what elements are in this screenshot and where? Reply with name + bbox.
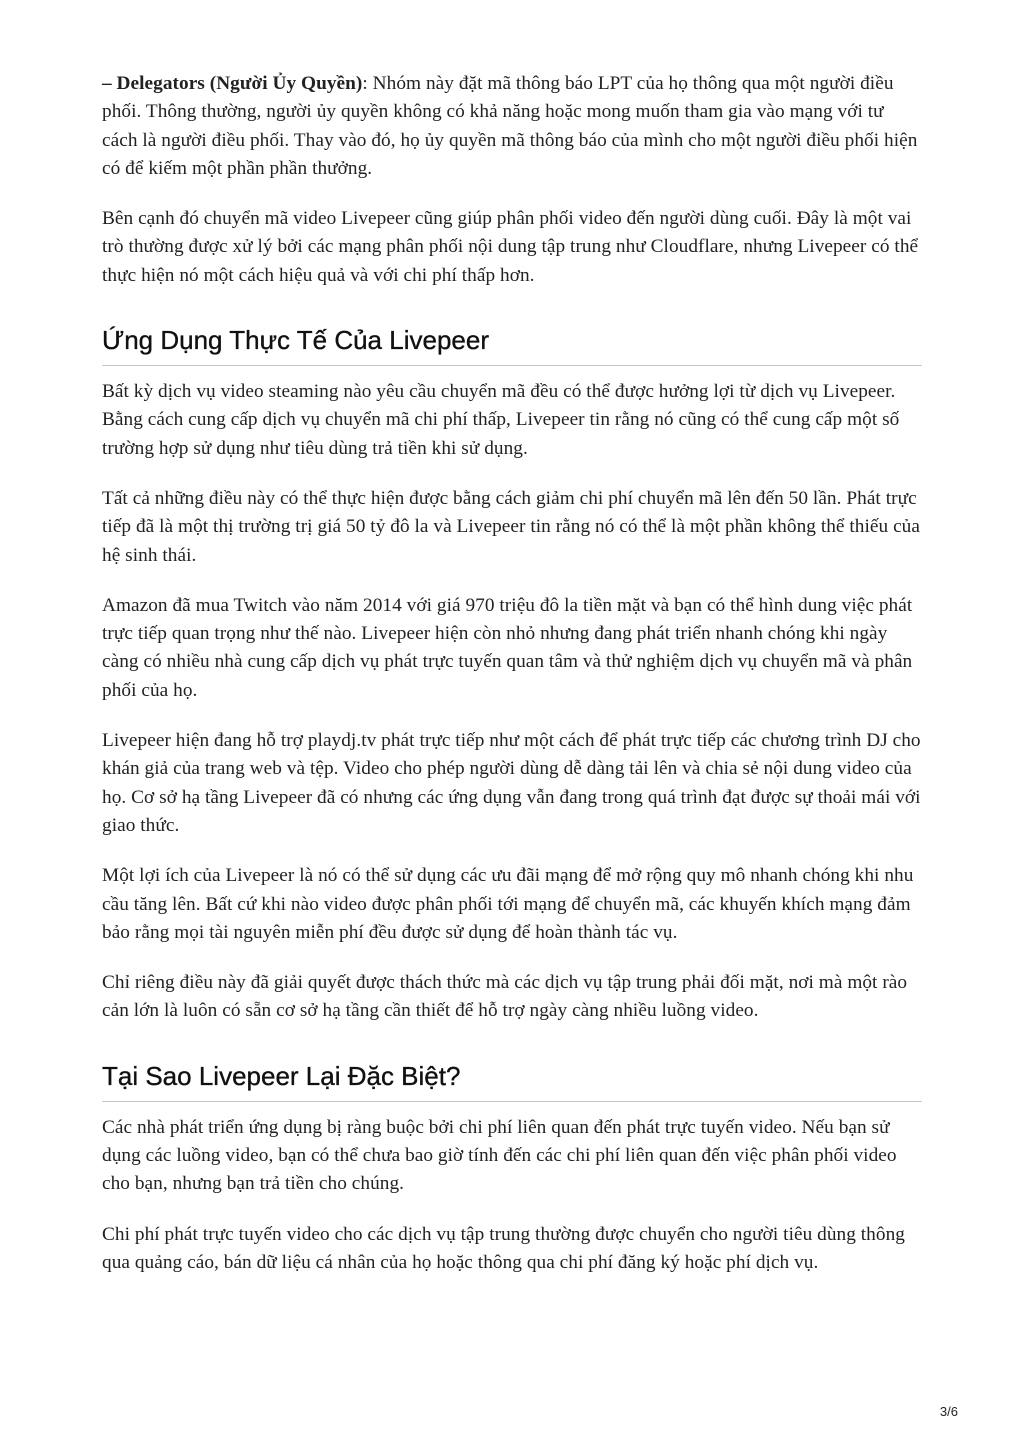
- article-body: [102, 70, 922, 1299]
- delegators-paragraph: [102, 70, 922, 183]
- section-heading-special: Tại Sao Livepeer Lại Đặc Biệt?: [102, 1060, 922, 1102]
- applications-paragraph-2: Tất cả những điều này có thể thực hiện được bằng cách giảm chi phí chuyển mã lên đến 50 lần. Phát trực tiếp đã là một thị trường trị giá 50 tỷ đô la và Livepeer tin rằng nó có thể là một phần không thể thiếu của hệ sinh thái.: [102, 487, 920, 566]
- delegators-term: – Delegators (Người Ủy Quyền): [102, 73, 363, 94]
- page-number: 3/6: [939, 1404, 958, 1419]
- special-paragraph-1: Các nhà phát triển ứng dụng bị ràng buộc bởi chi phí liên quan đến phát trực tuyến video. Nếu bạn sử dụng các luồng video, bạn có thể chưa bao giờ tính đến các chi phí liên quan đến việc phân phối video cho bạn, nhưng bạn trả tiền cho chúng.: [102, 1116, 897, 1195]
- applications-paragraph-5: Một lợi ích của Livepeer là nó có thể sử dụng các ưu đãi mạng để mở rộng quy mô nhanh chóng khi nhu cầu tăng lên. Bất cứ khi nào video được phân phối tới mạng để chuyển mã, các khuyến khích mạng đảm bảo rằng mọi tài nguyên miễn phí đều được sử dụng để hoàn thành tác vụ.: [102, 865, 914, 943]
- applications-paragraph-6: Chỉ riêng điều này đã giải quyết được thách thức mà các dịch vụ tập trung phải đối mặt, nơi mà một rào cản lớn là luôn có sẵn cơ sở hạ tầng cần thiết để hỗ trợ ngày càng nhiều luồng video.: [102, 972, 908, 1022]
- applications-paragraph-1: Bất kỳ dịch vụ video steaming nào yêu cầu chuyển mã đều có thể được hưởng lợi từ dịch vụ Livepeer. Bằng cách cung cấp dịch vụ chuyển mã chi phí thấp, Livepeer tin rằng nó cũng có thể cung cấp một số trường hợp sử dụng như tiêu dùng trả tiền khi sử dụng.: [102, 381, 900, 459]
- section-heading-applications: Ứng Dụng Thực Tế Của Livepeer: [102, 324, 922, 366]
- distribution-paragraph: Bên cạnh đó chuyển mã video Livepeer cũng giúp phân phối video đến người dùng cuối. Đây là một vai trò thường được xử lý bởi các mạng phân phối nội dung tập trung như Cloudflare, nhưng Livepeer có thể thực hiện nó một cách hiệu quả và với chi phí thấp hơn.: [102, 208, 919, 286]
- applications-paragraph-4: Livepeer hiện đang hỗ trợ playdj.tv phát trực tiếp như một cách để phát trực tiếp các chương trình DJ cho khán giả của trang web và tệp. Video cho phép người dùng dễ dàng tải lên và chia sẻ nội dung video của họ. Cơ sở hạ tầng Livepeer đã có nhưng các ứng dụng vẫn đang trong quá trình đạt được sự thoải mái với giao thức.: [102, 730, 921, 836]
- special-paragraph-2: Chi phí phát trực tuyến video cho các dịch vụ tập trung thường được chuyển cho người tiêu dùng thông qua quảng cáo, bán dữ liệu cá nhân của họ hoặc thông qua chi phí đăng ký hoặc phí dịch vụ.: [102, 1223, 905, 1273]
- delegators-description: : Nhóm này đặt mã thông báo LPT của họ thông qua một người điều phối. Thông thường, người ủy quyền không có khả năng hoặc mong muốn tham gia vào mạng với tư cách là người điều phối. Thay vào đó, họ ủy quyền mã thông báo của mình cho một người điều phối hiện có để kiếm một phần phần thưởng.: [102, 73, 918, 179]
- applications-paragraph-3: Amazon đã mua Twitch vào năm 2014 với giá 970 triệu đô la tiền mặt và bạn có thể hình dung việc phát trực tiếp quan trọng như thế nào. Livepeer hiện còn nhỏ nhưng đang phát triển nhanh chóng khi ngày càng có nhiều nhà cung cấp dịch vụ phát trực tuyến quan tâm và thử nghiệm dịch vụ chuyển mã và phân phối của họ.: [102, 594, 913, 701]
